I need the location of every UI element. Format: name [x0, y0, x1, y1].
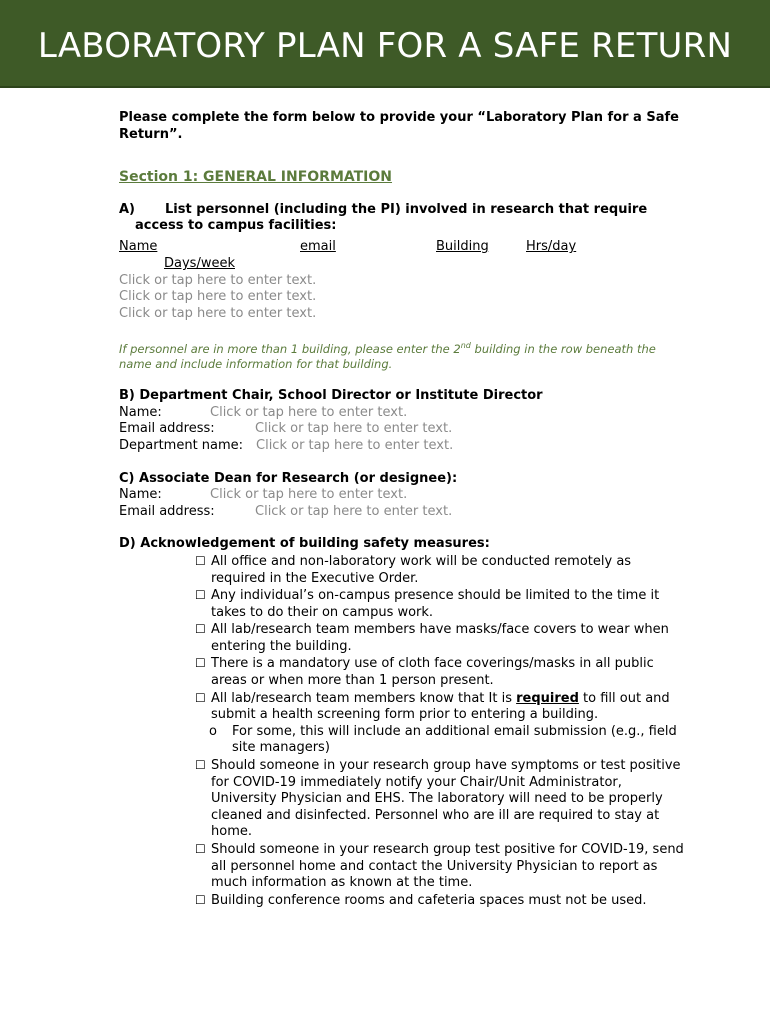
chair-name-label: Name:	[119, 404, 162, 420]
chair-email-input[interactable]: Click or tap here to enter text.	[255, 421, 453, 437]
safety-checkbox-item	[149, 690, 689, 724]
note-superscript: nd	[460, 341, 471, 351]
safety-checkbox-item	[149, 655, 689, 689]
checkbox[interactable]: ☐	[195, 553, 206, 568]
dean-email-input[interactable]: Click or tap here to enter text.	[255, 503, 453, 519]
checkbox[interactable]: ☐	[195, 656, 206, 671]
safety-checkbox-item	[149, 587, 689, 621]
personnel-table-header	[119, 239, 689, 256]
checkbox-label: Building conference rooms and cafeteria spaces must not be used.	[211, 892, 647, 908]
title-banner	[0, 0, 770, 88]
form-body	[119, 110, 689, 909]
sub-bullet-text: For some, this will include an additional email submission (e.g., field site managers)	[232, 723, 677, 756]
page-title: LABORATORY PLAN FOR A SAFE RETURN	[37, 26, 733, 66]
personnel-row-input[interactable]: Click or tap here to enter text.	[119, 305, 317, 321]
chair-name-input[interactable]: Click or tap here to enter text.	[210, 404, 408, 420]
personnel-row-input[interactable]: Click or tap here to enter text.	[119, 289, 317, 305]
column-header-building: Building	[436, 238, 489, 254]
dean-name-input[interactable]: Click or tap here to enter text.	[210, 487, 408, 503]
dean-name-row	[119, 487, 689, 504]
safety-checkbox-item	[149, 892, 689, 910]
part-a-text: List personnel (including the PI) involved in research that require access to campus facilities:	[135, 201, 648, 234]
note-text: If personnel are in more than 1 building, please enter the 2	[119, 342, 461, 357]
checkbox-label: All lab/research team members know that It is	[211, 690, 517, 706]
dean-email-label: Email address:	[119, 503, 215, 519]
column-header-name: Name	[119, 238, 158, 254]
checkbox[interactable]: ☐	[195, 588, 206, 603]
part-c-heading: C) Associate Dean for Research (or designee):	[119, 470, 458, 486]
checkbox[interactable]: ☐	[195, 690, 206, 705]
column-header-days-week: Days/week	[164, 255, 235, 271]
checkbox-label: Should someone in your research group test positive for COVID-19, send all personnel home and contact the University Physician to report as much information as known at the time.	[211, 842, 684, 891]
checkbox-label: Should someone in your research group have symptoms or test positive for COVID-19 immediately notify your Chair/Unit Administrator, University Physician and EHS. The laboratory will need to be properly cleaned and disinfected. Personnel who are ill are required to stay at home.	[211, 758, 681, 840]
required-emphasis: required	[516, 690, 579, 706]
dean-email-row	[119, 504, 689, 521]
checkbox[interactable]: ☐	[195, 622, 206, 637]
column-header-hrs-day: Hrs/day	[526, 238, 577, 254]
column-header-email: email	[300, 238, 336, 254]
part-b-heading: B) Department Chair, School Director or Institute Director	[119, 388, 543, 404]
department-name-label: Department name:	[119, 437, 244, 453]
department-name-input[interactable]: Click or tap here to enter text.	[256, 437, 454, 453]
note-text: building in the row beneath the name and include information for that building.	[119, 342, 656, 372]
checkbox-label: All lab/research team members have masks/face covers to wear when entering the building.	[211, 622, 669, 654]
checkbox[interactable]: ☐	[195, 758, 206, 773]
multi-building-note	[119, 338, 689, 372]
bullet-marker: o	[209, 723, 217, 739]
checkbox[interactable]: ☐	[195, 892, 206, 907]
safety-checkbox-item	[149, 757, 689, 841]
sub-bullet-item	[119, 724, 689, 757]
safety-checkbox-item	[149, 621, 689, 655]
safety-checkbox-item	[149, 841, 689, 892]
personnel-row-input[interactable]: Click or tap here to enter text.	[119, 272, 317, 288]
section-1-heading: Section 1: GENERAL INFORMATION	[119, 169, 393, 186]
dean-name-label: Name:	[119, 487, 162, 503]
part-a-letter: A)	[119, 201, 136, 217]
checkbox-label: All office and non-laboratory work will be conducted remotely as required in the Executive Order.	[211, 553, 632, 586]
chair-email-row	[119, 421, 689, 438]
department-name-row	[119, 438, 689, 455]
chair-email-label: Email address:	[119, 421, 215, 437]
chair-name-row	[119, 405, 689, 422]
checkbox-label: to fill out and submit a health screening form prior to entering a building.	[211, 690, 670, 723]
checkbox-label: There is a mandatory use of cloth face coverings/masks in all public areas or when more than 1 person present.	[211, 656, 654, 689]
part-d-heading: D) Acknowledgement of building safety measures:	[119, 536, 490, 552]
safety-checkbox-item	[149, 553, 689, 587]
intro-text: Please complete the form below to provide your “Laboratory Plan for a Safe Return”.	[119, 110, 679, 142]
checkbox[interactable]: ☐	[195, 842, 206, 857]
checkbox-label: Any individual’s on-campus presence should be limited to the time it takes to do their on campus work.	[211, 588, 660, 620]
part-a-question	[119, 202, 689, 235]
